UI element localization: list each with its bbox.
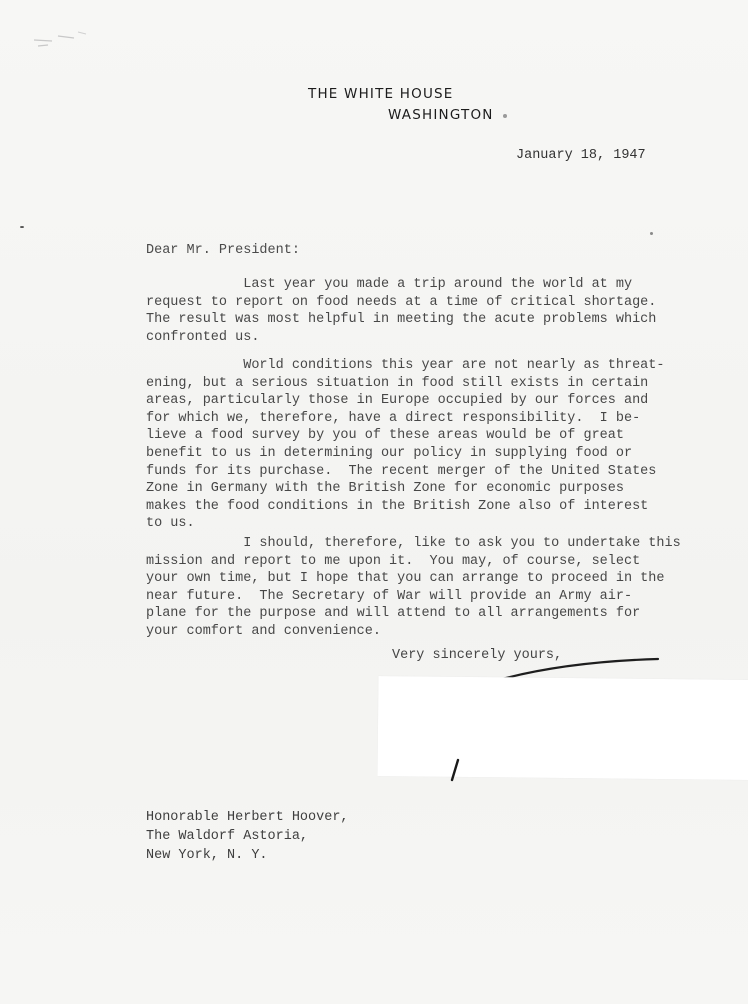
- signature-tick: [448, 758, 462, 784]
- ink-fleck: [20, 226, 24, 228]
- letterhead-dot: [503, 114, 507, 118]
- paper-scuff-marks: [30, 26, 100, 52]
- salutation: Dear Mr. President:: [146, 243, 300, 258]
- paragraph-2: World conditions this year are not nearly as threat- ening, but a serious situation in food still exists in certain areas, particularly those in Europe occupied by our forces and for which we, therefore, have a direct responsibility. I be- lieve a food survey by you of these areas would be of great benefit to us in determining our policy in supplying food or funds for its purchase. The recent merger of the United States Zone in Germany with the British Zone for economic purposes makes the food conditions in the British Zone also of interest to us.: [146, 358, 665, 532]
- redacted-signature-area: [377, 676, 748, 780]
- paragraph-3: I should, therefore, like to ask you to undertake this mission and report to me upon it. You may, of course, select your own time, but I hope that you can arrange to proceed in the near future. The Secretary of War will provide an Army air- plane for the purpose and will attend to all arrangements for your comfort and convenience.: [146, 536, 681, 639]
- recipient-line-2: The Waldorf Astoria,: [146, 829, 309, 844]
- closing: Very sincerely yours,: [392, 648, 563, 663]
- letter-date: January 18, 1947: [516, 148, 646, 163]
- paragraph-1: Last year you made a trip around the world at my request to report on food needs at a time of critical shortage. The result was most helpful in meeting the acute problems which confronted us.: [146, 277, 657, 345]
- recipient-address: [146, 808, 349, 865]
- letterhead-city: WASHINGTON: [388, 107, 494, 123]
- letterhead-title: THE WHITE HOUSE: [308, 86, 454, 102]
- recipient-name: Honorable Herbert Hoover,: [146, 810, 349, 825]
- recipient-line-3: New York, N. Y.: [146, 848, 268, 863]
- ink-fleck: [650, 232, 653, 235]
